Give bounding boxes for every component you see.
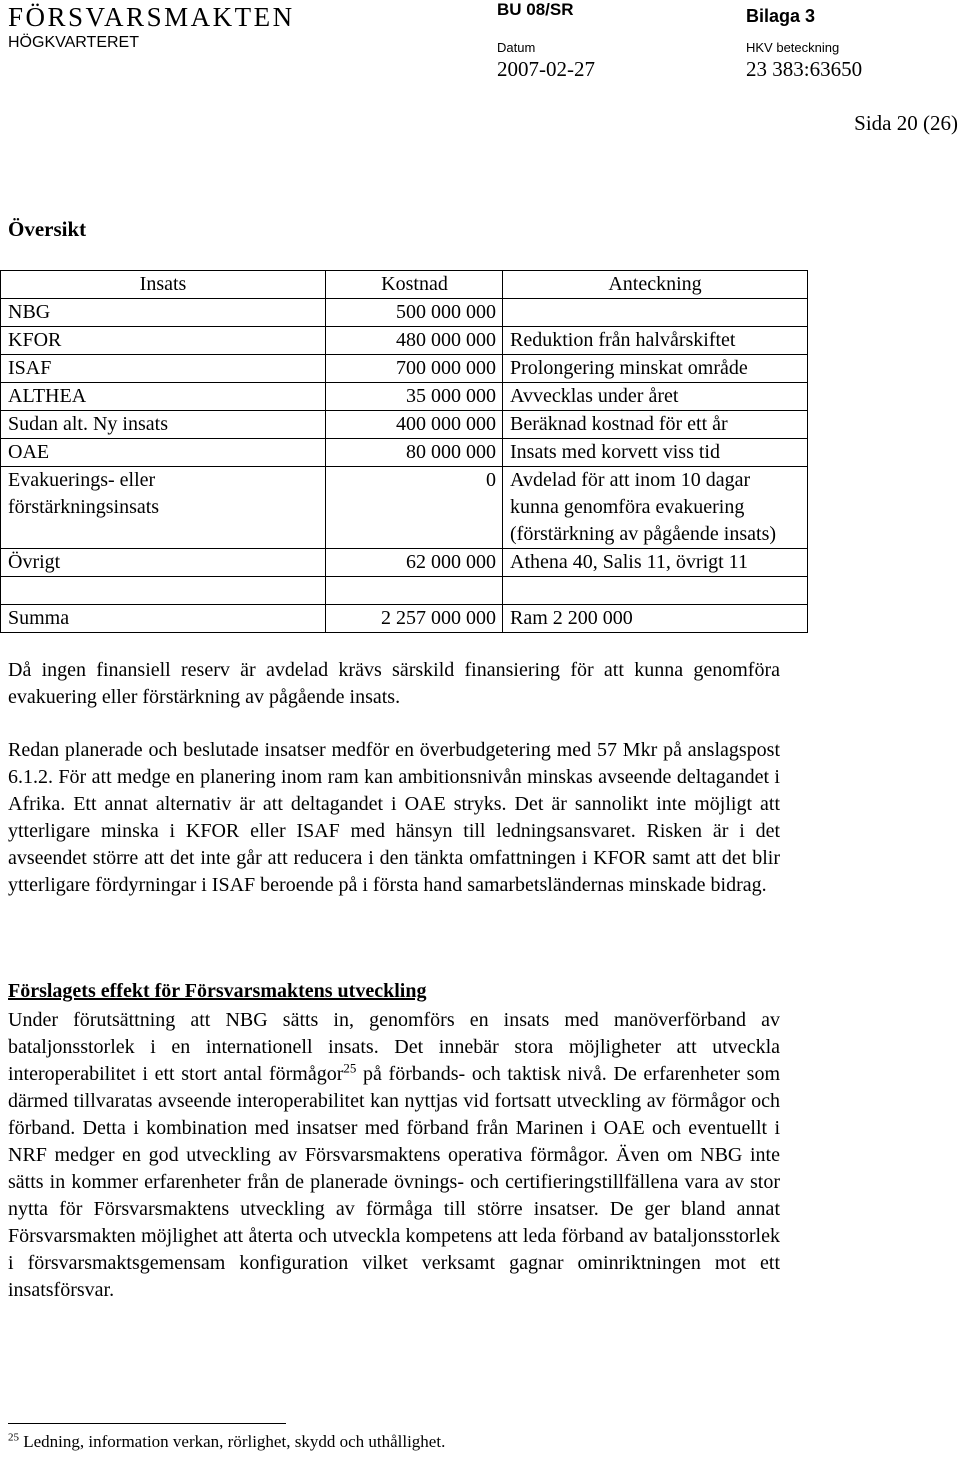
cell-anteckning: Avdelad för att inom 10 dagar kunna genomföra evakuering (förstärkning av pågående insats) — [503, 467, 808, 549]
footnote-number: 25 — [8, 1431, 19, 1444]
column-header: Kostnad — [326, 271, 503, 299]
cell-insats: Evakuerings- eller förstärkningsinsats — [1, 467, 326, 549]
cell-insats: KFOR — [1, 327, 326, 355]
paragraph-text: på förbands- och taktisk nivå. De erfarenheter som därmed tillvaratas avseende interoperabilitet kan nyttjas vid fortsatt utveckling av förmågor och förband. Detta i kombination med insatser med förband från Marinen i OAE och eventuellt i NRF medger en god utveckling av Försvarsmaktens operativa förmågor. Även om NBG inte sätts in kommer erfarenheter från de planerade övnings- och certifieringstillfällena vara av stor nytta för Försvarsmaktens utveckling av förmåga till större insatser. De ger bland annat Försvarsmakten möjlighet att återta och utveckla kompetens att leda förband av bataljonsstorlek i försvarsmaktsgemensam konfiguration vilket verksamt gagnar ominriktningen mot ett insatsförsvar. — [8, 1063, 780, 1301]
cell-anteckning: Ram 2 200 000 — [503, 605, 808, 633]
table-row — [1, 299, 808, 327]
cell-anteckning: Beräknad kostnad för ett år — [503, 411, 808, 439]
table-row — [1, 439, 808, 467]
cell-kostnad: 62 000 000 — [326, 549, 503, 577]
unit-name: HÖGKVARTERET — [8, 34, 139, 51]
cell-anteckning — [503, 299, 808, 327]
table-header-row — [1, 271, 808, 299]
cell-anteckning: Prolongering minskat område — [503, 355, 808, 383]
cell-kostnad: 480 000 000 — [326, 327, 503, 355]
table-row — [1, 549, 808, 577]
footnote-text: Ledning, information verkan, rörlighet, skydd och uthållighet. — [19, 1432, 446, 1451]
paragraph: Redan planerade och beslutade insatser medför en överbudgetering med 57 Mkr på anslagspost 6.1.2. För att medge en planering inom ram kan ambitionsnivån minskas avseende deltagandet i Afrika. Ett annat alternativ är att deltagandet i OAE stryks. Det är sannolikt inte möjligt att ytterligare minska i KFOR eller ISAF med hänsyn till ledningsansvaret. Risken är i det avseendet större att det inte går att reducera i den tänkta omfattningen i KFOR samt att det blir ytterligare fördyrningar i ISAF beroende på i första hand samarbetsländernas minskade bidrag. — [8, 739, 780, 896]
document-id: BU 08/SR — [497, 0, 574, 19]
footnote-reference: 25 — [343, 1060, 357, 1076]
cell-kostnad: 700 000 000 — [326, 355, 503, 383]
column-header: Anteckning — [503, 271, 808, 299]
cell-kostnad: 0 — [326, 467, 503, 549]
table-spacer-row — [1, 577, 808, 605]
cell-anteckning: Athena 40, Salis 11, övrigt 11 — [503, 549, 808, 577]
cell-insats: Sudan alt. Ny insats — [1, 411, 326, 439]
empty-cell — [503, 577, 808, 605]
footnote-divider — [8, 1423, 286, 1424]
paragraph-text: Under förutsättning att NBG sätts in, genomförs en insats med manöverförband av bataljonsstorlek i en internationell insats. Det innebär stora möjligheter att utveckla interoperabilitet i ett stort antal förmågor — [8, 1009, 780, 1085]
paragraph: Då ingen finansiell reserv är avdelad krävs särskild finansiering för att kunna genomföra evakuering eller förstärkning av pågående insats. — [8, 659, 780, 708]
section-heading-oversikt: Översikt — [8, 217, 87, 241]
cell-anteckning: Reduktion från halvårskiftet — [503, 327, 808, 355]
cell-kostnad: 35 000 000 — [326, 383, 503, 411]
table-row — [1, 383, 808, 411]
date-label: Datum — [497, 40, 536, 55]
cell-insats: NBG — [1, 299, 326, 327]
footnote — [8, 1432, 445, 1452]
table-row — [1, 467, 808, 549]
organization-name: FÖRSVARSMAKTEN — [8, 2, 295, 32]
table-row — [1, 355, 808, 383]
column-header: Insats — [1, 271, 326, 299]
empty-cell — [326, 577, 503, 605]
cell-insats: Övrigt — [1, 549, 326, 577]
reference-label: HKV beteckning — [746, 40, 840, 55]
cell-kostnad: 500 000 000 — [326, 299, 503, 327]
overview-table — [0, 270, 808, 633]
attachment-label: Bilaga 3 — [746, 6, 816, 26]
table-total-row — [1, 605, 808, 633]
cell-kostnad: 80 000 000 — [326, 439, 503, 467]
cell-insats: Summa — [1, 605, 326, 633]
date-value: 2007-02-27 — [497, 57, 595, 81]
cell-anteckning: Avvecklas under året — [503, 383, 808, 411]
page-number: Sida 20 (26) — [854, 111, 958, 135]
cell-kostnad: 400 000 000 — [326, 411, 503, 439]
table-row — [1, 327, 808, 355]
cell-anteckning: Insats med korvett viss tid — [503, 439, 808, 467]
cell-insats: ISAF — [1, 355, 326, 383]
table-row — [1, 411, 808, 439]
cell-kostnad: 2 257 000 000 — [326, 605, 503, 633]
cell-insats: ALTHEA — [1, 383, 326, 411]
reference-value: 23 383:63650 — [746, 57, 863, 81]
empty-cell — [1, 577, 326, 605]
paragraph — [8, 1007, 780, 1304]
cell-insats: OAE — [1, 439, 326, 467]
section-title: Förslagets effekt för Försvarsmaktens utveckling — [8, 980, 427, 1002]
